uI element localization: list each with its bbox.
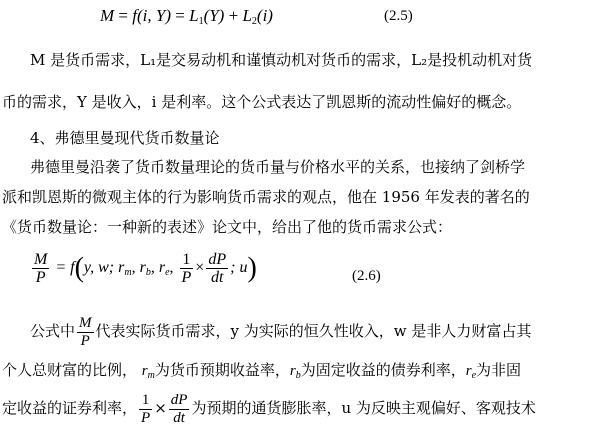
eq-args: y, w; r (83, 259, 125, 276)
eq-equals-f: = f (55, 259, 75, 276)
equation-2-5 (100, 6, 273, 32)
inline-fraction-1-over-P: $\frac{1}{P}$ (141, 391, 151, 426)
eq-paren-open: ( (74, 252, 84, 284)
eq-equals: = (175, 6, 185, 25)
eq-L1-arg: (Y) (203, 6, 225, 25)
paragraph-line: 个人总财富的比例， $r_m$为货币预期收益率，$r_b$为固定收益的债券利率，$r_e$为非固 (2, 361, 522, 381)
equation-2-6: $\frac{M}{P}$ = f(y, w; $r_m$, $r_b$, $r_e$, $\frac{1}{P}$ × $\frac{dP}{dt}$ ; u) (34, 250, 257, 286)
paragraph-line: 公式中 $\frac{M}{P}$ 代表实际货币需求，y 为实际的恒久性收入，w 是非人力财富占其 (30, 314, 532, 349)
inline-fraction-dP-dt: $\frac{dP}{dt}$ (170, 391, 188, 426)
eq-fraction-1-over-P: $\frac{1}{P}$ (181, 250, 192, 286)
eq-args: (i, Y) (137, 6, 171, 25)
eq-L2: L (242, 6, 252, 25)
eq-times: × (195, 259, 205, 276)
paragraph-line: 币的需求，Y 是收入，i 是利率。这个公式表达了凯恩斯的流动性偏好的概念。 (2, 93, 522, 111)
paragraph-line: 派和凯恩斯的微观主体的行为影响货币需求的观点，他在 1956 年发表的著名的 (2, 188, 530, 206)
inline-fraction-M-over-P: $\frac{M}{P}$ (79, 314, 92, 349)
eq-paren-close: ) (247, 252, 257, 284)
eq-L2-arg: (i) (256, 6, 273, 25)
paragraph-line: 《货币数量论：一种新的表述》论文中，给出了他的货币需求公式： (2, 218, 453, 236)
equation-number-2-6: (2.6) (352, 268, 381, 284)
equation-number-2-5: (2.5) (384, 8, 413, 24)
eq-fraction-M-over-P: $\frac{M}{P}$ (34, 250, 48, 286)
paragraph-line: 定收益的证券利率， $\frac{1}{P}$ × $\frac{dP}{dt}$ 为预期的通货膨胀率，u 为反映主观偏好、客观技术 (2, 391, 536, 426)
eq-equals: = (118, 6, 129, 25)
eq-function-f: f (132, 6, 137, 25)
eq-L1: L (189, 6, 199, 25)
eq-plus: + (228, 6, 239, 25)
paragraph-line: 弗德里曼沿袭了货币数量理论的货币量与价格水平的关系，也接纳了剑桥学 (30, 158, 526, 176)
eq-L2-sub: 2 (251, 16, 257, 27)
paragraph-line: M 是货币需求，L₁是交易动机和谨慎动机对货币的需求，L₂是投机动机对货 (30, 51, 533, 69)
eq-fraction-dP-dt: $\frac{dP}{dt}$ (208, 250, 227, 286)
eq-symbol-M: M (100, 6, 115, 25)
eq-L1-sub: 1 (198, 16, 204, 27)
section-heading: 4、弗德里曼现代货币数量论 (30, 129, 220, 147)
